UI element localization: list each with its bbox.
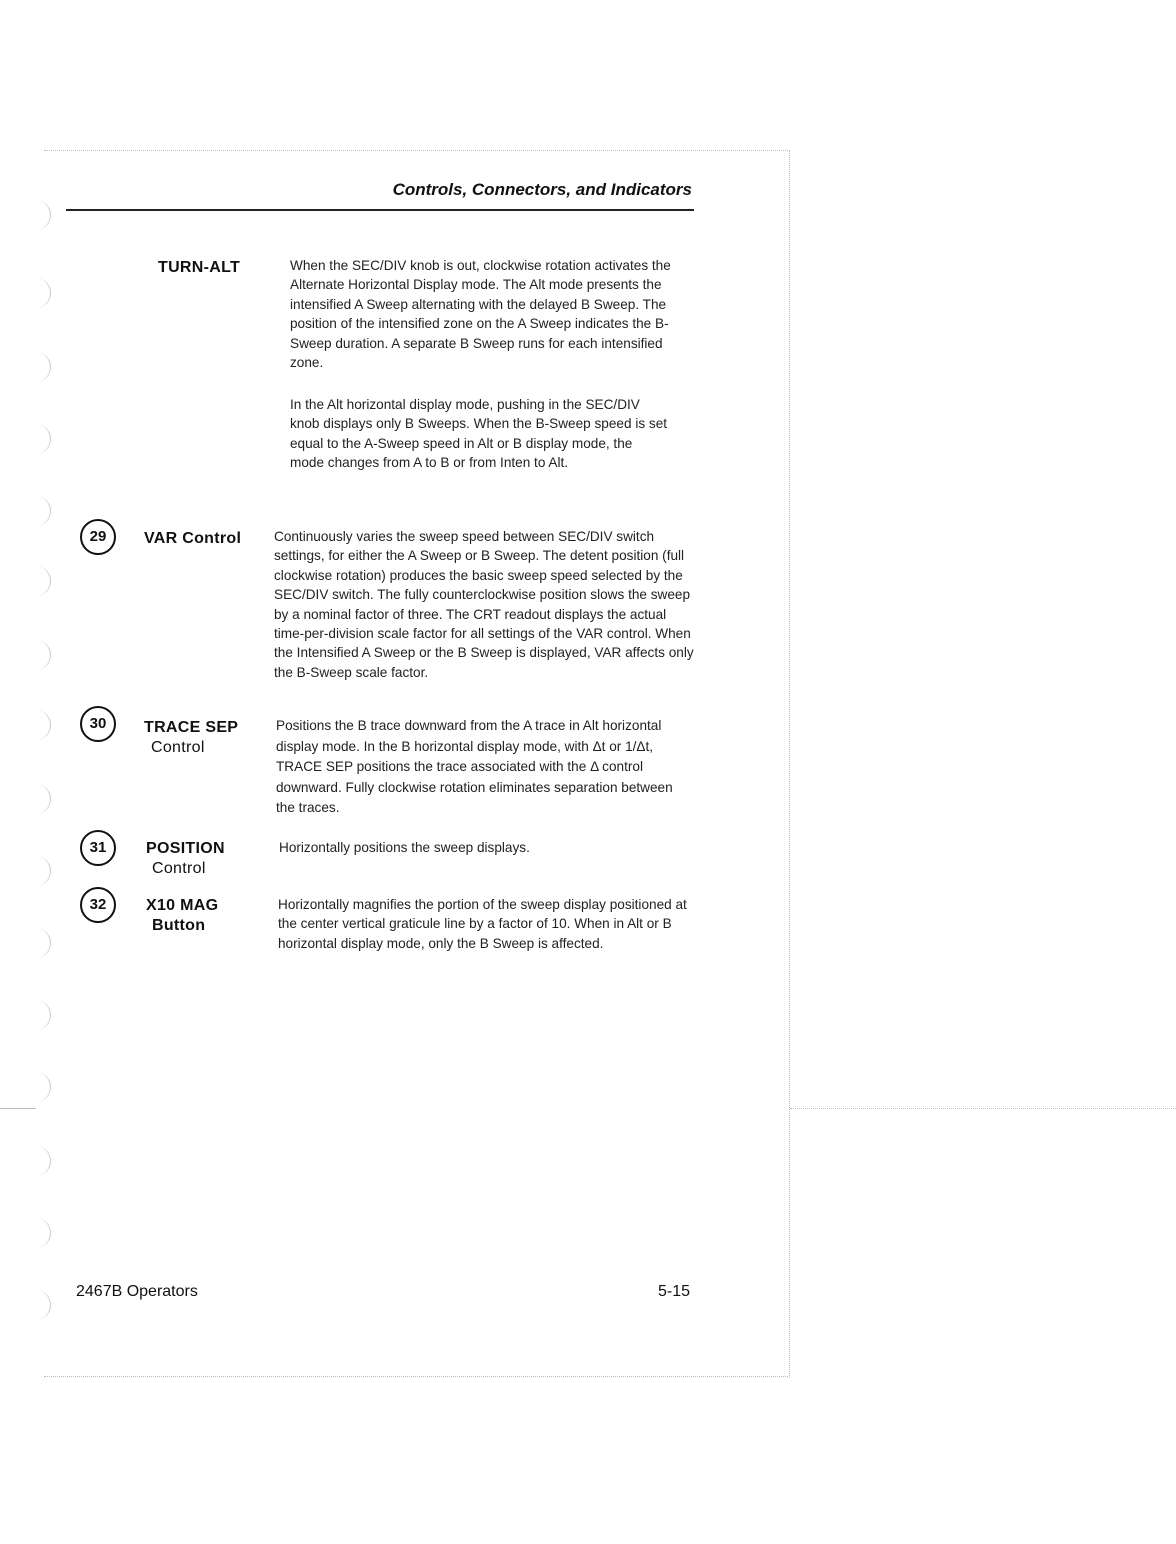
callout-number-32: 32 bbox=[80, 887, 116, 923]
entry-description-trace-sep: Positions the B trace downward from the A trace in Alt horizontal display mode. In the B horizontal display mode, with Δt or 1/Δt, TRACE SEP positions the trace associated with the Δ control downward. Fully clockwise rotation eliminates separation between the traces. bbox=[276, 718, 673, 816]
page-edge-right bbox=[789, 150, 790, 1378]
binder-punch-mark bbox=[36, 1000, 51, 1030]
page-edge-bottom bbox=[44, 1376, 788, 1377]
binder-punch-mark bbox=[36, 278, 51, 308]
binder-punch-mark bbox=[36, 1290, 51, 1320]
entry-description-x10-mag: Horizontally magnifies the portion of the sweep display positioned at the center vertical graticule line by a factor of 10. When in Alt or B horizontal display mode, only the B Sweep is affected. bbox=[278, 897, 687, 951]
entry-label-turn-alt: TURN-ALT bbox=[158, 259, 241, 276]
entry-description-turn-alt-p2: In the Alt horizontal display mode, pushing in the SEC/DIV knob displays only B Sweeps. When the B-Sweep speed is set equal to the A-Sweep speed in Alt or B display mode, the mode changes from A to B or from Inten to Alt. bbox=[290, 397, 668, 471]
entry-description-position: Horizontally positions the sweep displays. bbox=[279, 840, 530, 855]
scan-edge-line bbox=[790, 1108, 1176, 1109]
entry-label-trace-sep: TRACE SEP bbox=[144, 719, 239, 736]
binder-punch-mark bbox=[36, 200, 51, 230]
entry-label-position: POSITION bbox=[146, 840, 225, 857]
entry-description-turn-alt-p1: When the SEC/DIV knob is out, clockwise rotation activates the Alternate Horizontal Display mode. The Alt mode presents the intensified A Sweep alternating with the delayed B Sweep. The position of the intensified zone on the A Sweep indicates the B-Sweep duration. A separate B Sweep runs for each intensified zone. bbox=[290, 258, 671, 371]
footer-manual-title: 2467B Operators bbox=[76, 1283, 198, 1300]
binder-punch-mark bbox=[36, 784, 51, 814]
binder-punch-mark bbox=[36, 566, 51, 596]
binder-punch-mark bbox=[36, 640, 51, 670]
entry-description-var-control: Continuously varies the sweep speed between SEC/DIV switch settings, for either the A Sweep or B Sweep. The detent position (full clockwise rotation) produces the basic sweep speed selected by the SEC/DIV switch. The fully counterclockwise position slows the sweep by a nominal factor of three. The CRT readout displays the actual time-per-division scale factor for all settings of the VAR control. When the Intensified A Sweep or the B Sweep is displayed, VAR affects only the B-Sweep scale factor. bbox=[274, 529, 694, 680]
binder-punch-mark bbox=[36, 496, 51, 526]
binder-punch-mark bbox=[36, 856, 51, 886]
binder-punch-mark bbox=[36, 928, 51, 958]
binder-punch-mark bbox=[36, 1072, 51, 1102]
scan-edge-mark bbox=[0, 1108, 36, 1109]
entry-label-var-control: VAR Control bbox=[144, 530, 242, 547]
callout-number-30: 30 bbox=[80, 706, 116, 742]
binder-punch-mark bbox=[36, 1218, 51, 1248]
page-edge-top bbox=[44, 150, 788, 151]
binder-punch-mark bbox=[36, 710, 51, 740]
callout-number-31: 31 bbox=[80, 830, 116, 866]
section-title: Controls, Connectors, and Indicators bbox=[392, 180, 692, 199]
binder-punch-mark bbox=[36, 1146, 51, 1176]
entry-label-trace-sep-sub: Control bbox=[151, 739, 205, 756]
footer-page-number: 5-15 bbox=[658, 1283, 691, 1300]
entry-label-position-sub: Control bbox=[152, 860, 206, 877]
callout-number-29: 29 bbox=[80, 519, 116, 555]
entry-label-x10-mag-sub: Button bbox=[152, 917, 206, 934]
header-rule bbox=[66, 209, 694, 211]
binder-punch-mark bbox=[36, 352, 51, 382]
binder-punch-mark bbox=[36, 424, 51, 454]
entry-label-x10-mag: X10 MAG bbox=[146, 897, 219, 914]
